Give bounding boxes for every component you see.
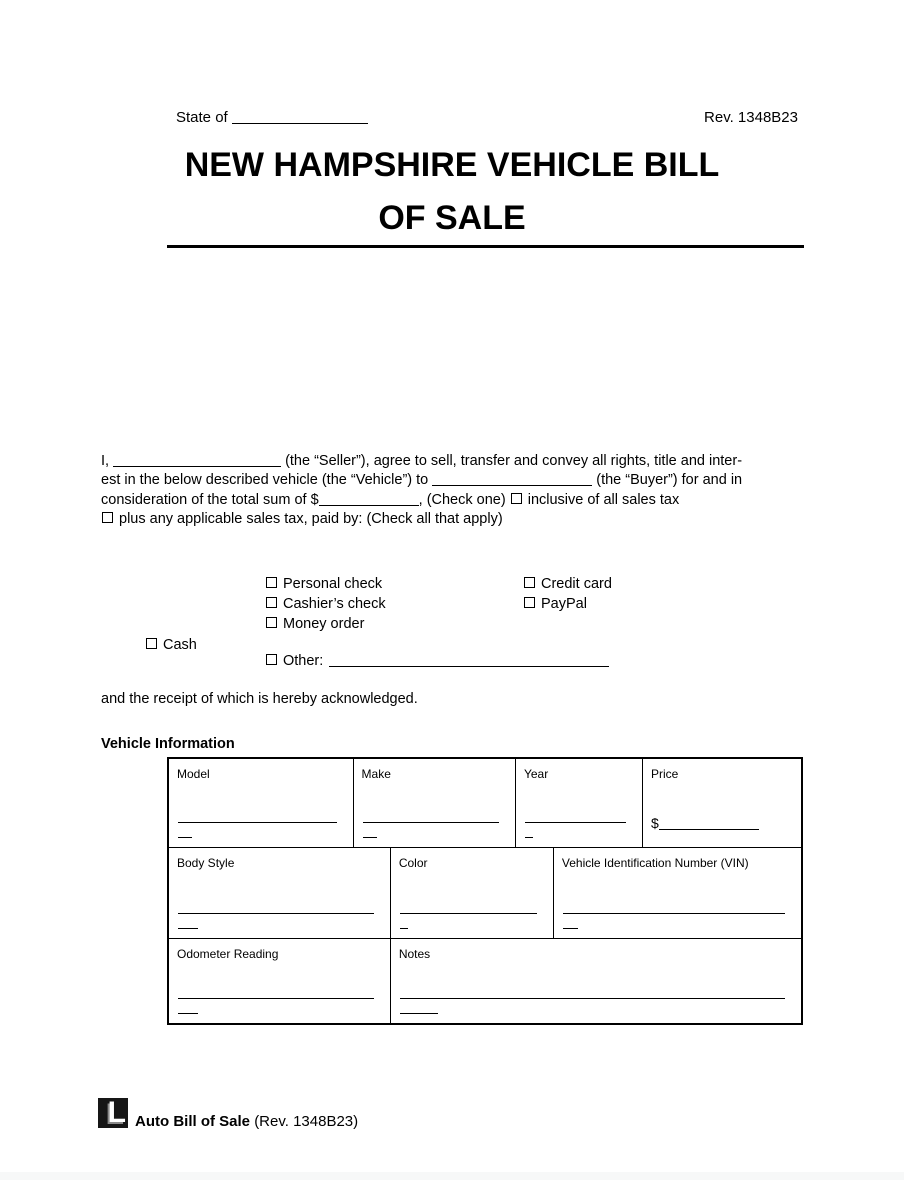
payment-option-other <box>265 651 609 671</box>
paypal-checkbox[interactable] <box>524 597 535 608</box>
agreement-line2-pre: est in the below described vehicle (the “Vehicle”) to <box>101 472 429 489</box>
payment-option-cashiers-check <box>265 594 386 614</box>
model-cell <box>169 759 354 847</box>
make-cell <box>354 759 516 847</box>
make-blank-wrap <box>363 837 377 838</box>
notes-blank-field[interactable] <box>400 998 785 999</box>
table-row-3 <box>169 939 801 1023</box>
inclusive-sales-tax-checkbox[interactable] <box>511 493 522 504</box>
payment-methods-center-column <box>265 574 386 634</box>
color-blank-wrap <box>400 928 408 929</box>
odometer-blank-field[interactable] <box>178 998 374 999</box>
vehicle-information-heading: Vehicle Information <box>101 736 235 752</box>
price-entry <box>651 815 759 831</box>
vehicle-information-table <box>167 757 803 1025</box>
agreement-line3-mid: , (Check one) <box>418 491 506 508</box>
state-blank-field[interactable] <box>232 109 368 124</box>
buyer-name-blank[interactable] <box>432 471 592 486</box>
odometer-label: Odometer Reading <box>177 947 279 961</box>
plus-sales-tax-label: plus any applicable sales tax, paid by: (Check all that apply) <box>119 511 503 528</box>
price-label: Price <box>650 767 679 781</box>
payment-option-paypal <box>523 594 612 614</box>
agreement-line3 <box>101 491 811 510</box>
personal-check-checkbox[interactable] <box>266 577 277 588</box>
agreement-line2-post: (the “Buyer”) for and in <box>596 472 743 489</box>
bottom-page-edge <box>0 1172 904 1180</box>
notes-label: Notes <box>398 947 431 961</box>
body-style-cell <box>169 848 391 938</box>
agreement-line3-pre: consideration of the total sum of $ <box>101 491 319 508</box>
seller-name-blank[interactable] <box>113 452 281 467</box>
model-label: Model <box>177 767 210 781</box>
other-checkbox[interactable] <box>266 654 277 665</box>
plus-sales-tax-checkbox[interactable] <box>102 512 113 523</box>
table-row-1 <box>169 759 801 848</box>
vin-blank-field[interactable] <box>563 913 785 914</box>
footer-text <box>135 1113 358 1130</box>
cashiers-check-checkbox[interactable] <box>266 597 277 608</box>
notes-cell <box>391 939 801 1023</box>
color-label: Color <box>398 856 428 870</box>
money-order-label: Money order <box>283 616 365 632</box>
footer-doc-rev: (Rev. 1348B23) <box>254 1113 359 1130</box>
cash-checkbox[interactable] <box>146 638 157 649</box>
paypal-label: PayPal <box>541 596 587 612</box>
odometer-cell <box>169 939 391 1023</box>
model-blank-wrap <box>178 837 192 838</box>
brand-logo <box>98 1098 128 1128</box>
state-of-label: State of <box>176 109 228 126</box>
body-style-blank-wrap <box>178 928 198 929</box>
title-divider <box>167 245 804 248</box>
make-label: Make <box>361 767 391 781</box>
payment-option-cash <box>145 635 197 655</box>
color-blank-field[interactable] <box>400 913 537 914</box>
payment-option-credit-card <box>523 574 612 594</box>
dollar-sign: $ <box>650 815 659 831</box>
payment-methods-right-column <box>523 574 612 614</box>
year-blank-field[interactable] <box>525 822 626 823</box>
vin-blank-wrap <box>563 928 578 929</box>
body-style-blank-field[interactable] <box>178 913 374 914</box>
year-cell <box>516 759 643 847</box>
year-blank-wrap <box>525 837 533 838</box>
total-sum-blank[interactable] <box>319 491 419 506</box>
agreement-line1 <box>101 452 811 471</box>
make-blank-field[interactable] <box>363 822 499 823</box>
price-cell <box>643 759 801 847</box>
table-row-2 <box>169 848 801 939</box>
model-blank-field[interactable] <box>178 822 337 823</box>
other-label: Other: <box>283 653 324 669</box>
footer-doc-name: Auto Bill of Sale <box>135 1113 251 1130</box>
odometer-blank-wrap <box>178 1013 198 1014</box>
cashiers-check-label: Cashier’s check <box>283 596 386 612</box>
payment-option-money-order <box>265 614 386 634</box>
vin-label: Vehicle Identification Number (VIN) <box>561 856 749 870</box>
price-blank-field[interactable] <box>659 815 759 830</box>
agreement-line2 <box>101 471 811 490</box>
agreement-line1-post: (the “Seller”), agree to sell, transfer and convey all rights, title and inter- <box>285 453 743 469</box>
agreement-paragraph <box>101 452 811 530</box>
year-label: Year <box>523 767 549 781</box>
notes-blank-wrap <box>400 1013 438 1014</box>
state-of-line <box>176 109 368 126</box>
cash-label: Cash <box>163 637 197 653</box>
page-title-line1: NEW HAMPSHIRE VEHICLE BILL <box>184 146 720 184</box>
vin-cell <box>554 848 801 938</box>
receipt-acknowledgement: and the receipt of which is hereby acknowledged. <box>101 691 418 707</box>
agreement-line1-pre: I, <box>101 453 110 469</box>
color-cell <box>391 848 554 938</box>
inclusive-sales-tax-label: inclusive of all sales tax <box>527 491 680 508</box>
page-title-line2: OF SALE <box>378 199 526 237</box>
payment-option-personal-check <box>265 574 386 594</box>
other-blank-field[interactable] <box>329 652 609 667</box>
body-style-label: Body Style <box>177 856 235 870</box>
credit-card-label: Credit card <box>541 576 612 592</box>
money-order-checkbox[interactable] <box>266 617 277 628</box>
credit-card-checkbox[interactable] <box>524 577 535 588</box>
logo-letter-icon: L <box>107 1098 126 1128</box>
revision-label: Rev. 1348B23 <box>704 109 798 126</box>
agreement-line4 <box>101 510 811 529</box>
personal-check-label: Personal check <box>283 576 383 592</box>
page-title <box>0 139 904 245</box>
